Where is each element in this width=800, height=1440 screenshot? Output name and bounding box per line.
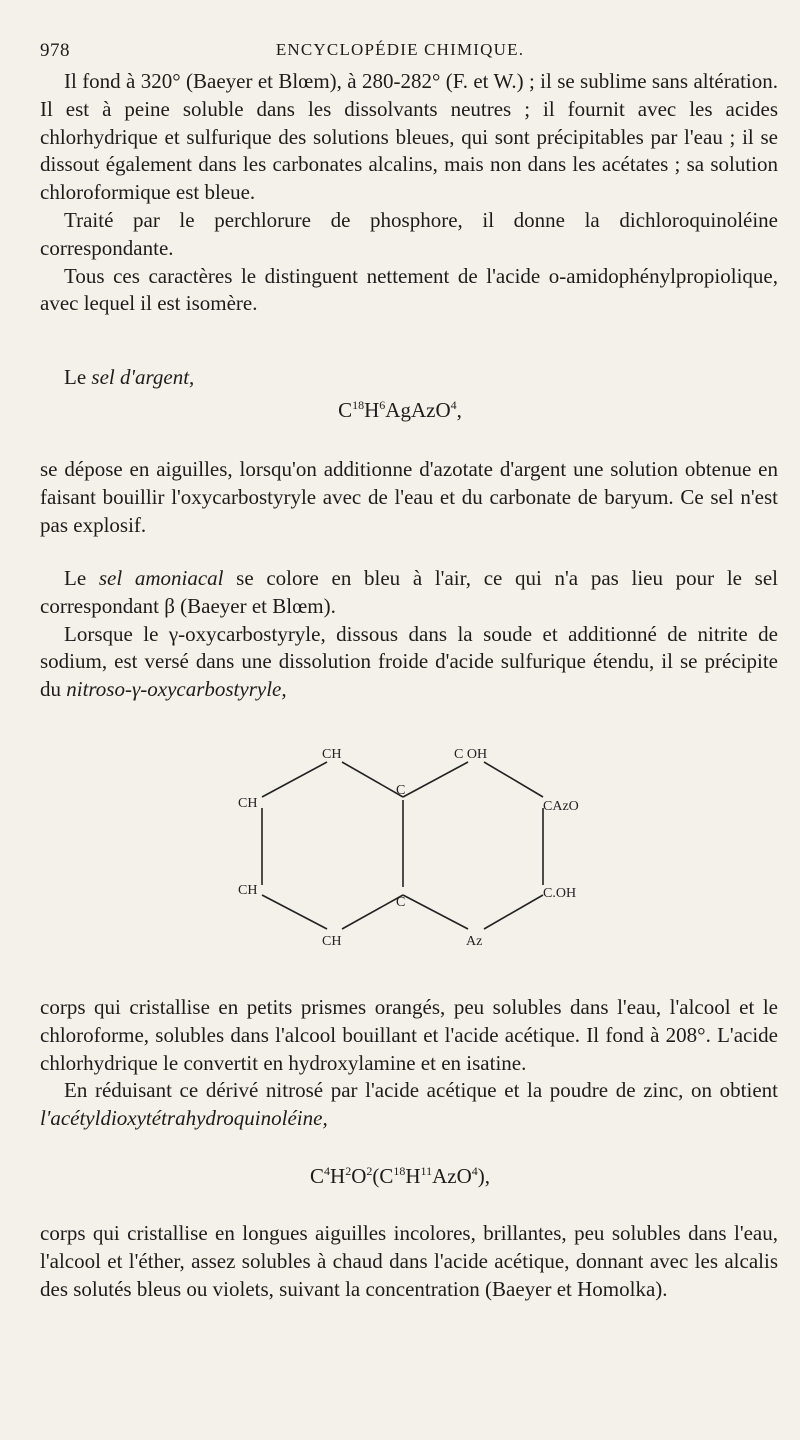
bond (403, 762, 468, 797)
atom-label: C (396, 895, 406, 910)
bond (342, 895, 406, 929)
text-block-lower (40, 994, 778, 1133)
paragraph-sel-argent: Le sel d'argent, (64, 365, 195, 389)
paragraph-aiguilles-incolores: corps qui cristallise en longues aiguilles incolores, brillantes, peu solubles dans l'eau, l'alcool et l'éther, assez solubles à chaud dans l'acide acétique, donnant avec les alcalis des solutés bleus ou violets, suivant la concentration (Baeyer et Homolka). (40, 1221, 778, 1301)
bond (342, 762, 406, 798)
paragraph-reduction: En réduisant ce dérivé nitrosé par l'acide acétique et la poudre de zinc, on obtient l'acétyldioxytétrahydroquinoléine, (40, 1078, 778, 1131)
bond (262, 895, 327, 929)
formula-silver-salt: $C^{18}H^6AgAzO^4$, (338, 398, 462, 422)
atom-label: CAzO (543, 799, 579, 814)
atom-label: CH (322, 747, 342, 762)
atom-label: C (396, 783, 406, 798)
atom-label: CH (238, 883, 258, 898)
atom-label: Az (466, 934, 483, 949)
paragraph-nitroso: Lorsque le γ-oxycarbostyryle, dissous dans la soude et additionné de nitrite de sodium, est versé dans une dissolution froide d'acide sulfurique étendu, il se précipite du nitroso-γ-oxycarbostyryle, (40, 621, 778, 702)
atom-label: CH (322, 934, 342, 949)
paragraph-depose: se dépose en aiguilles, lorsqu'on additionne d'azotate d'argent une solution obtenue en faisant bouillir l'oxycarbostyryle avec de l'eau et du carbonate de baryum. Ce sel n'est pas explosif. (40, 457, 778, 537)
atom-label: C.OH (543, 886, 577, 901)
paragraph-prismes: corps qui cristallise en petits prismes orangés, peu solubles dans l'eau, l'alcool et le chloroforme, solubles dans l'alcool bouillant et l'acide acétique. Il fond à 208°. L'acide chlorhydrique le convertit en hydroxylamine et en isatine. (40, 995, 778, 1075)
text-block-bottom (40, 1220, 778, 1303)
nitroso-term: nitroso-γ-oxycarbostyryle, (66, 677, 287, 702)
bond (403, 895, 468, 929)
formula-acetyl: $C^4H^2O^2(C^{18}H^{11}AzO^4)$, (310, 1164, 490, 1188)
paragraph-melting-point: Il fond à 320° (Baeyer et Blœm), à 280-282° (F. et W.) ; il se sublime sans altération. Il est à peine soluble dans les dissolvants neutres ; il fournit avec les acides chlorhydrique et sulfurique des solutions bleues, qui sont précipitables par l'eau ; il se dissout également dans les carbonates alcalins, mais non dans les acétates ; sa solution chloroformique est bleue. (40, 69, 778, 205)
bond (262, 762, 327, 797)
acetyl-term: l'acétyldioxytétrahydroquinoléine, (40, 1106, 328, 1131)
paragraph-perchlorure: Traité par le perchlorure de phosphore, il donne la dichloroquinoléine correspondante. (40, 207, 778, 260)
paragraph-isomere: Tous ces caractères le distinguent nettement de l'acide o-amidophénylpropiolique, avec lequel il est isomère. (40, 263, 778, 316)
sel-argent-term: sel d'argent, (91, 365, 195, 389)
page-number: 978 (40, 40, 70, 61)
running-title: ENCYCLOPÉDIE CHIMIQUE. (275, 40, 525, 59)
bond (484, 762, 543, 797)
atom-label: C OH (454, 747, 488, 762)
bond (484, 895, 543, 929)
atom-label: CH (238, 796, 258, 811)
paragraph-sel-amoniacal: Le sel amoniacal se colore en bleu à l'air, ce qui n'a pas lieu pour le sel correspondant β (Baeyer et Blœm). (40, 566, 778, 618)
